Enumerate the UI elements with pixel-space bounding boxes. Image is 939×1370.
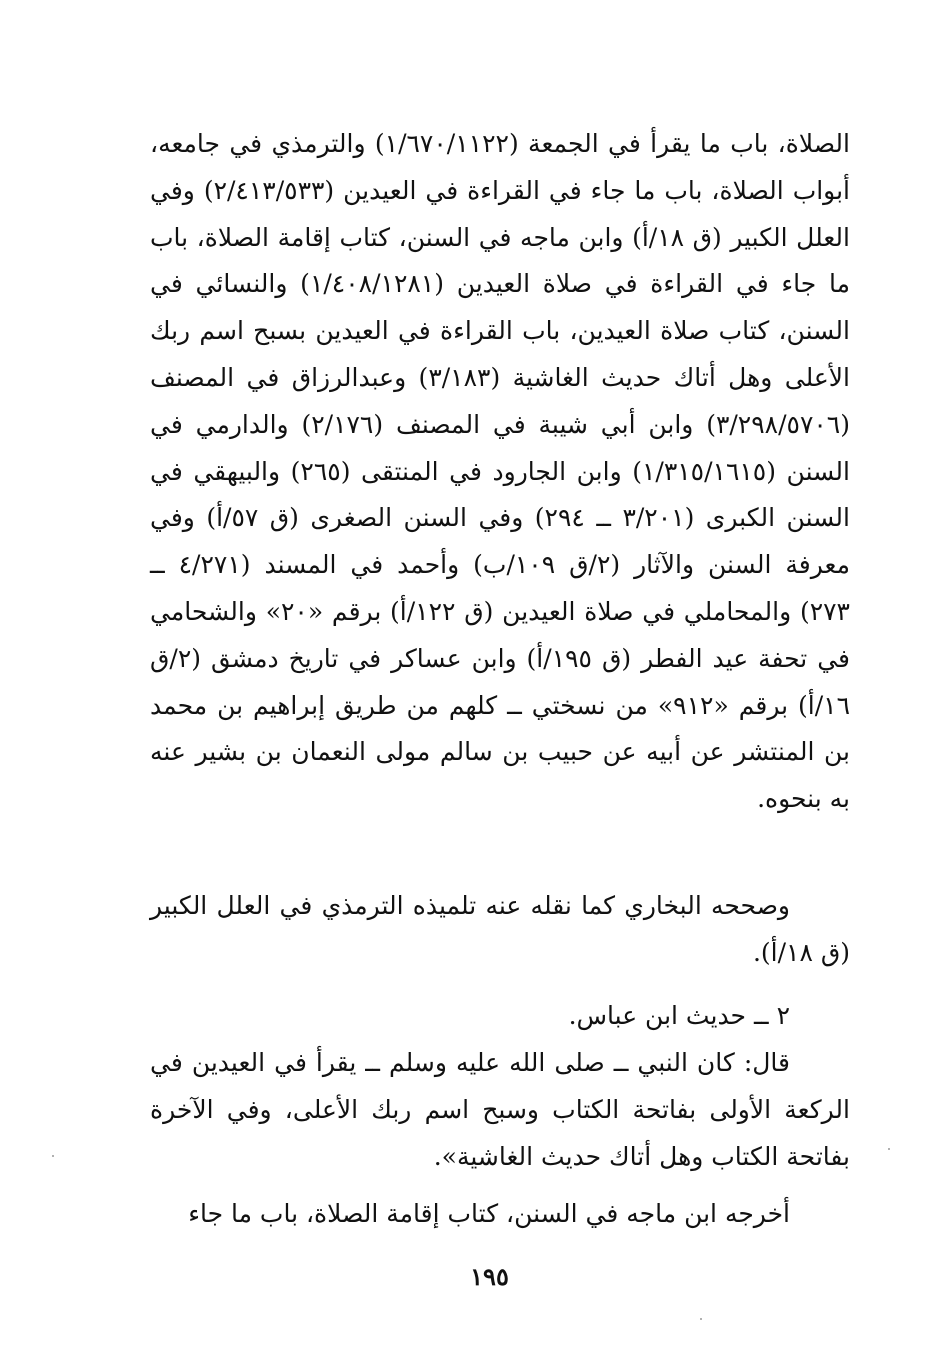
- paragraph-hadith: قال: كان النبي ــ صلى الله عليه وسلم ــ يقرأ في العيدين في الركعة الأولى بفاتحة الكتاب وسبح اسم ربك الأعلى، وفي الآخرة بفاتحة الكتاب وهل أتاك حديث الغاشية».: [150, 1048, 850, 1171]
- page-number: ١٩٥: [470, 1262, 509, 1291]
- text-block-citations: [150, 121, 850, 823]
- scan-speck: [888, 1148, 890, 1150]
- scan-speck: [52, 1155, 54, 1157]
- section-heading: ٢ ــ حديث ابن عباس.: [568, 1001, 790, 1030]
- paragraph-authentication: وصححه البخاري كما نقله عنه تلميذه الترمذي في العلل الكبير (ق ١٨/أ).: [150, 891, 850, 967]
- paragraph-citations: الصلاة، باب ما يقرأ في الجمعة (١/٦٧٠/١١٢٢) والترمذي في جامعه، أبواب الصلاة، باب ما جاء في القراءة في العيدين (٢/٤١٣/٥٣٣) وفي العلل الكبير (ق ١٨/أ) وابن ماجه في السنن، كتاب إقامة الصلاة، باب ما جاء في القراءة في صلاة العيدين (١/٤٠٨/١٢٨١) والنسائي في السنن، كتاب صلاة العيدين، باب القراءة في العيدين بسبح اسم ربك الأعلى وهل أتاك حديث الغاشية (٣/١٨٣) وعبدالرزاق في المصنف (٣/٢٩٨/٥٧٠٦) وابن أبي شيبة في المصنف (٢/١٧٦) والدارمي في السنن (١/٣١٥/١٦١٥) وابن الجارود في المنتقى (٢٦٥) والبيهقي في السنن الكبرى (٣/٢٠١ ــ ٢٩٤) وفي السنن الصغرى (ق ٥٧/أ) وفي معرفة السنن والآثار (٢/ق ١٠٩/ب) وأحمد في المسند (٤/٢٧١ ــ ٢٧٣) والمحاملي في صلاة العيدين (ق ١٢٢/أ) برقم «٢٠» والشحامي في تحفة عيد الفطر (ق ١٩٥/أ) وابن عساكر في تاريخ دمشق (٢/ق ١٦/أ) برقم «٩١٢» من نسختي ــ كلهم من طريق إبراهيم بن محمد بن المنتشر عن أبيه عن حبيب بن سالم مولى النعمان بن بشير عنه به بنحوه.: [150, 129, 851, 814]
- scan-speck: [700, 1318, 702, 1320]
- text-block-authentication: [150, 883, 850, 977]
- text-block-section-heading: [150, 993, 850, 1040]
- text-block-hadith: [150, 1040, 850, 1180]
- text-block-takhrij: [150, 1191, 850, 1238]
- paragraph-takhrij: أخرجه ابن ماجه في السنن، كتاب إقامة الصلاة، باب ما جاء: [188, 1199, 790, 1228]
